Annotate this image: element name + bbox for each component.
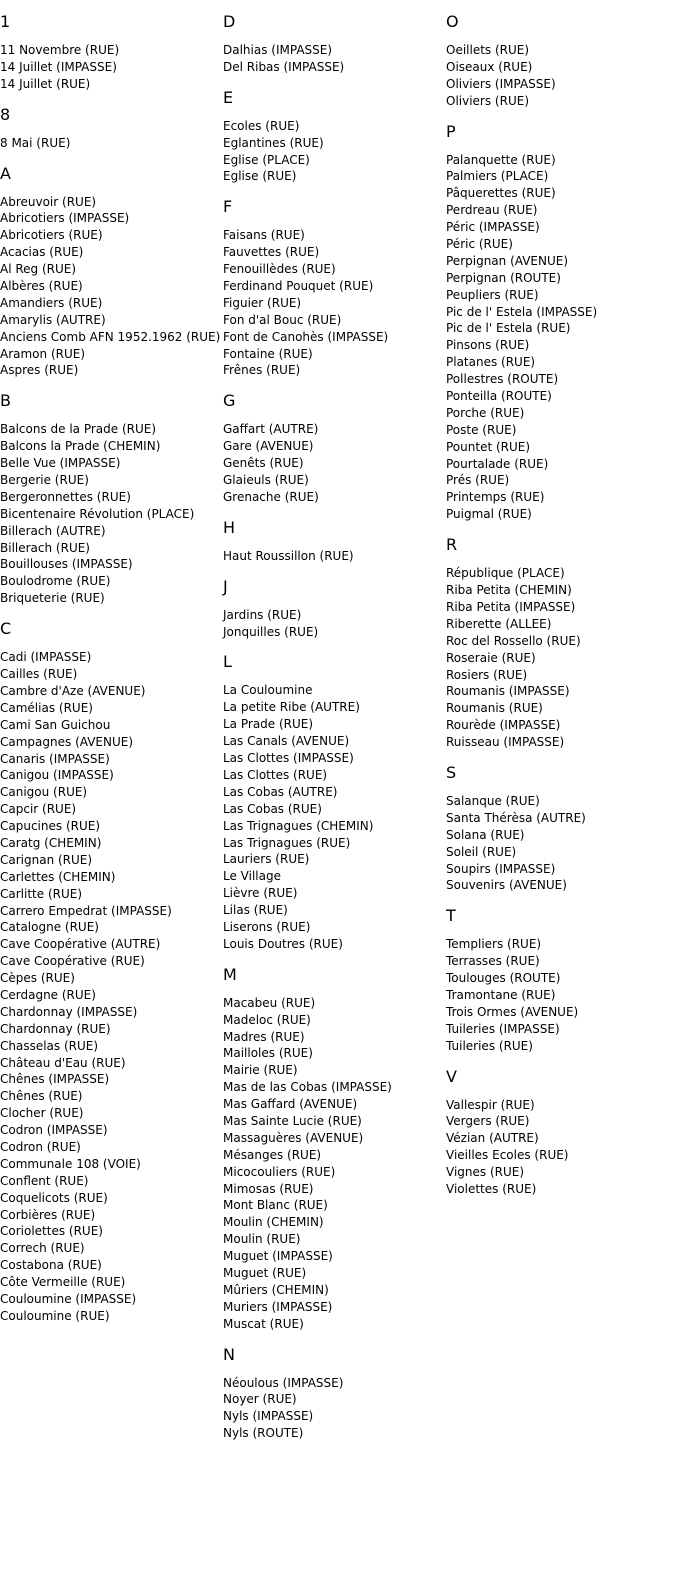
street-item: Ecoles (RUE) — [223, 118, 300, 133]
street-item: Pic de l' Estela (RUE) — [446, 321, 571, 336]
street-item: Abricotiers (IMPASSE) — [0, 211, 130, 226]
street-item: Château d'Eau (RUE) — [0, 1055, 126, 1070]
street-item: Grenache (RUE) — [223, 489, 319, 504]
street-item: Las Clottes (IMPASSE) — [223, 751, 354, 766]
street-item: Communale 108 (VOIE) — [0, 1156, 141, 1171]
street-item: Cambre d'Aze (AVENUE) — [0, 683, 146, 698]
street-item: Abricotiers (RUE) — [0, 228, 103, 243]
street-item: Prés (RUE) — [446, 473, 510, 488]
street-column-2 — [223, 0, 445, 1454]
street-item: Cave Coopérative (AUTRE) — [0, 937, 161, 952]
street-item: Frênes (RUE) — [223, 363, 301, 378]
street-item: Micocouliers (RUE) — [223, 1164, 336, 1179]
street-item: République (PLACE) — [446, 566, 565, 581]
street-item: Madres (RUE) — [223, 1029, 305, 1044]
street-item: Chasselas (RUE) — [0, 1038, 99, 1053]
street-item: Las Clottes (RUE) — [223, 767, 328, 782]
street-item: Acacias (RUE) — [0, 245, 84, 260]
section-heading: V — [446, 1066, 457, 1086]
street-item: Roumanis (RUE) — [446, 701, 543, 716]
street-item: Bergeronnettes (RUE) — [0, 489, 131, 504]
section-heading: H — [223, 517, 236, 537]
street-item: Perpignan (ROUTE) — [446, 270, 561, 285]
street-item: Billerach (AUTRE) — [0, 523, 106, 538]
street-item: Tuileries (RUE) — [446, 1038, 533, 1053]
street-item: 8 Mai (RUE) — [0, 135, 71, 150]
street-item: Soupirs (IMPASSE) — [446, 861, 556, 876]
street-item: Del Ribas (IMPASSE) — [223, 59, 345, 74]
street-item: Moulin (RUE) — [223, 1232, 301, 1247]
section-heading: T — [446, 906, 456, 926]
street-list — [223, 995, 445, 1333]
street-item: Anciens Comb AFN 1952.1962 (RUE) — [0, 329, 221, 344]
street-item: Mailloles (RUE) — [223, 1046, 313, 1061]
street-item: Bouillouses (IMPASSE) — [0, 557, 133, 572]
street-item: Capcir (RUE) — [0, 802, 77, 817]
street-item: Abreuvoir (RUE) — [0, 194, 97, 209]
street-item: Printemps (RUE) — [446, 490, 545, 505]
letter-group — [446, 122, 675, 524]
street-item: La Couloumine — [223, 683, 313, 698]
street-item: Al Reg (RUE) — [0, 262, 77, 277]
street-list — [446, 152, 675, 524]
street-item: Platanes (RUE) — [446, 355, 536, 370]
street-item: Mésanges (RUE) — [223, 1147, 322, 1162]
street-item: Vieilles Ecoles (RUE) — [446, 1148, 569, 1163]
street-item: Oliviers (IMPASSE) — [446, 76, 556, 91]
street-item: Le Village — [223, 869, 281, 884]
street-item: Louis Doutres (RUE) — [223, 936, 343, 951]
street-item: Gare (AVENUE) — [223, 439, 314, 454]
street-list — [223, 607, 445, 641]
street-item: Catalogne (RUE) — [0, 920, 99, 935]
street-item: Caratg (CHEMIN) — [0, 835, 102, 850]
street-list — [446, 1097, 675, 1198]
street-item: Billerach (RUE) — [0, 540, 90, 555]
street-item: Faisans (RUE) — [223, 228, 305, 243]
street-item: Bicentenaire Révolution (PLACE) — [0, 506, 195, 521]
street-item: Madeloc (RUE) — [223, 1012, 311, 1027]
section-heading: D — [223, 12, 236, 31]
street-item: Mas Gaffard (AVENUE) — [223, 1097, 358, 1112]
street-list — [223, 42, 445, 76]
street-item: Puigmal (RUE) — [446, 507, 532, 522]
street-item: Fauvettes (RUE) — [223, 245, 320, 260]
street-item: Templiers (RUE) — [446, 937, 542, 952]
street-item: Côte Vermeille (RUE) — [0, 1275, 126, 1290]
street-item: Tramontane (RUE) — [446, 987, 556, 1002]
street-item: Cerdagne (RUE) — [0, 987, 96, 1002]
street-item: Pâquerettes (RUE) — [446, 186, 556, 201]
street-item: Canigou (RUE) — [0, 785, 88, 800]
street-item: Oeillets (RUE) — [446, 43, 530, 57]
street-item: Rourède (IMPASSE) — [446, 718, 561, 733]
street-item: Dalhias (IMPASSE) — [223, 43, 333, 57]
letter-group — [0, 164, 222, 380]
street-item: Toulouges (ROUTE) — [446, 971, 561, 986]
street-item: Lièvre (RUE) — [223, 886, 298, 901]
street-item: Mont Blanc (RUE) — [223, 1198, 328, 1213]
street-list — [0, 42, 222, 93]
street-item: Balcons la Prade (CHEMIN) — [0, 439, 161, 454]
street-item: Bergerie (RUE) — [0, 473, 89, 488]
street-item: Soleil (RUE) — [446, 844, 517, 859]
section-heading: C — [0, 619, 12, 639]
street-item: Las Cobas (AUTRE) — [223, 784, 338, 799]
street-item: Perdreau (RUE) — [446, 203, 538, 218]
letter-group — [223, 197, 445, 379]
street-item: Chardonnay (IMPASSE) — [0, 1004, 138, 1019]
street-item: Terrasses (RUE) — [446, 954, 540, 969]
street-list — [223, 682, 445, 952]
street-item: Pountet (RUE) — [446, 439, 531, 454]
section-heading: A — [0, 163, 11, 183]
street-item: Eglise (PLACE) — [223, 152, 310, 167]
street-item: Roumanis (IMPASSE) — [446, 684, 570, 699]
street-item: Liserons (RUE) — [223, 919, 311, 934]
street-item: Muguet (RUE) — [223, 1265, 307, 1280]
street-item: Corbières (RUE) — [0, 1207, 96, 1222]
street-item: Riba Petita (CHEMIN) — [446, 583, 572, 598]
street-item: Haut Roussillon (RUE) — [223, 548, 354, 563]
street-item: Genêts (RUE) — [223, 456, 304, 471]
street-item: Mas Sainte Lucie (RUE) — [223, 1113, 362, 1128]
letter-group — [223, 391, 445, 505]
section-heading: S — [446, 762, 457, 782]
street-item: Poste (RUE) — [446, 422, 517, 437]
street-item: Clocher (RUE) — [0, 1106, 84, 1121]
street-item: Camélias (RUE) — [0, 700, 93, 715]
street-item: Tuileries (IMPASSE) — [446, 1021, 560, 1036]
street-item: Las Canals (AVENUE) — [223, 734, 350, 749]
street-item: Palmiers (PLACE) — [446, 169, 549, 184]
street-item: Fenouillèdes (RUE) — [223, 262, 336, 277]
section-heading: B — [0, 391, 11, 411]
street-list — [0, 649, 222, 1325]
street-item: Trois Ormes (AVENUE) — [446, 1004, 579, 1019]
street-item: Néoulous (IMPASSE) — [223, 1375, 344, 1390]
street-item: Massaguères (AVENUE) — [223, 1130, 364, 1145]
street-item: Cave Coopérative (RUE) — [0, 954, 145, 969]
letter-group — [223, 12, 445, 76]
letter-group — [223, 1345, 445, 1443]
street-item: Santa Thérèsa (AUTRE) — [446, 810, 586, 825]
section-heading: G — [223, 391, 236, 411]
section-heading: R — [446, 535, 458, 555]
street-item: Nyls (IMPASSE) — [223, 1409, 314, 1424]
letter-group — [223, 577, 445, 641]
street-item: Cailles (RUE) — [0, 667, 78, 682]
street-item: Las Cobas (RUE) — [223, 801, 322, 816]
street-item: Belle Vue (IMPASSE) — [0, 456, 121, 471]
street-item: Las Trignagues (CHEMIN) — [223, 818, 374, 833]
street-list — [223, 548, 445, 565]
street-item: Conflent (RUE) — [0, 1173, 89, 1188]
street-item: Balcons de la Prade (RUE) — [0, 422, 157, 437]
street-item: Ferdinand Pouquet (RUE) — [223, 279, 374, 294]
street-list — [223, 227, 445, 379]
street-item: Palanquette (RUE) — [446, 152, 556, 167]
street-item: Chardonnay (RUE) — [0, 1021, 111, 1036]
street-item: Fontaine (RUE) — [223, 346, 313, 361]
street-item: Perpignan (AVENUE) — [446, 253, 569, 268]
street-item: Lilas (RUE) — [223, 903, 288, 918]
letter-group — [0, 391, 222, 607]
street-item: Jardins (RUE) — [223, 607, 302, 622]
street-list — [446, 936, 675, 1054]
street-item: Carlitte (RUE) — [0, 886, 83, 901]
street-list — [0, 135, 222, 152]
section-heading: N — [223, 1344, 235, 1364]
street-item: Couloumine (RUE) — [0, 1308, 110, 1323]
street-item: 14 Juillet (RUE) — [0, 76, 91, 91]
street-item: Codron (IMPASSE) — [0, 1123, 108, 1138]
street-item: Salanque (RUE) — [446, 793, 540, 808]
street-item: Amarylis (AUTRE) — [0, 312, 106, 327]
street-item: Carrero Empedrat (IMPASSE) — [0, 903, 172, 918]
street-item: Muriers (IMPASSE) — [223, 1299, 333, 1314]
letter-group — [446, 1067, 675, 1198]
street-list — [223, 1375, 445, 1443]
street-item: Glaieuls (RUE) — [223, 473, 309, 488]
street-item: Peupliers (RUE) — [446, 287, 539, 302]
street-column-1 — [0, 0, 222, 1337]
letter-group — [223, 965, 445, 1333]
letter-group — [223, 518, 445, 565]
letter-group — [446, 906, 675, 1054]
letter-group — [223, 88, 445, 186]
section-heading: E — [223, 87, 234, 107]
street-item: Muscat (RUE) — [223, 1316, 304, 1331]
street-item: Violettes (RUE) — [446, 1181, 537, 1196]
section-heading: P — [446, 121, 456, 141]
street-item: Chênes (IMPASSE) — [0, 1072, 110, 1087]
street-item: Noyer (RUE) — [223, 1392, 297, 1407]
letter-group — [446, 12, 675, 110]
street-item: Macabeu (RUE) — [223, 995, 316, 1010]
street-item: Oiseaux (RUE) — [446, 59, 533, 74]
street-item: 14 Juillet (IMPASSE) — [0, 59, 117, 74]
street-item: Péric (RUE) — [446, 237, 513, 252]
street-item: Eglantines (RUE) — [223, 135, 324, 150]
street-list — [446, 565, 675, 751]
street-item: Briqueterie (RUE) — [0, 591, 105, 606]
street-item: Boulodrome (RUE) — [0, 574, 111, 589]
street-item: Las Trignagues (RUE) — [223, 835, 351, 850]
street-list — [0, 421, 222, 607]
street-item: Cèpes (RUE) — [0, 971, 75, 986]
street-item: Figuier (RUE) — [223, 295, 302, 310]
street-item: Péric (IMPASSE) — [446, 220, 540, 235]
street-item: Mas de las Cobas (IMPASSE) — [223, 1080, 392, 1095]
letter-group — [446, 535, 675, 751]
street-item: Font de Canohès (IMPASSE) — [223, 329, 389, 344]
street-item: Roc del Rossello (RUE) — [446, 633, 581, 648]
street-item: Riberette (ALLEE) — [446, 616, 552, 631]
street-item: Pic de l' Estela (IMPASSE) — [446, 304, 598, 319]
street-item: Souvenirs (AVENUE) — [446, 878, 567, 893]
street-item: Solana (RUE) — [446, 827, 525, 842]
street-item: Oliviers (RUE) — [446, 93, 529, 108]
street-item: Riba Petita (IMPASSE) — [446, 599, 576, 614]
section-heading: L — [223, 652, 232, 672]
street-item: Nyls (ROUTE) — [223, 1426, 304, 1441]
street-list — [446, 793, 675, 894]
street-list — [0, 194, 222, 380]
street-list — [223, 421, 445, 505]
street-item: Chênes (RUE) — [0, 1089, 83, 1104]
street-item: Lauriers (RUE) — [223, 852, 310, 867]
street-item: Canigou (IMPASSE) — [0, 768, 114, 783]
street-item: Ponteilla (ROUTE) — [446, 389, 552, 404]
street-item: Moulin (CHEMIN) — [223, 1215, 324, 1230]
street-item: Codron (RUE) — [0, 1139, 81, 1154]
street-item: Carlettes (CHEMIN) — [0, 869, 116, 884]
street-item: 11 Novembre (RUE) — [0, 43, 120, 57]
street-item: Amandiers (RUE) — [0, 295, 103, 310]
street-item: Cadi (IMPASSE) — [0, 650, 92, 665]
section-heading: 8 — [0, 104, 11, 124]
street-item: Rosiers (RUE) — [446, 667, 528, 682]
street-list — [223, 118, 445, 186]
street-item: Pinsons (RUE) — [446, 338, 530, 353]
street-item: Aspres (RUE) — [0, 363, 79, 378]
street-item: Eglise (RUE) — [223, 169, 297, 184]
street-item: Coquelicots (RUE) — [0, 1190, 108, 1205]
street-item: Vignes (RUE) — [446, 1165, 525, 1180]
letter-group — [0, 105, 222, 152]
street-item: Canaris (IMPASSE) — [0, 751, 110, 766]
street-item: Porche (RUE) — [446, 405, 525, 420]
section-heading: O — [446, 12, 459, 31]
street-item: Pourtalade (RUE) — [446, 456, 549, 471]
street-item: Coriolettes (RUE) — [0, 1224, 103, 1239]
street-item: La Prade (RUE) — [223, 717, 314, 732]
street-item: Cami San Guichou — [0, 717, 111, 732]
street-item: Aramon (RUE) — [0, 346, 86, 361]
street-item: Muguet (IMPASSE) — [223, 1249, 333, 1264]
street-item: Mûriers (CHEMIN) — [223, 1282, 329, 1297]
street-item: Jonquilles (RUE) — [223, 624, 319, 639]
street-item: Gaffart (AUTRE) — [223, 422, 319, 437]
section-heading: J — [223, 576, 228, 596]
street-item: Vézian (AUTRE) — [446, 1131, 539, 1146]
street-item: Albères (RUE) — [0, 279, 83, 294]
letter-group — [223, 652, 445, 952]
section-heading: F — [223, 197, 233, 217]
section-heading: 1 — [0, 12, 11, 31]
street-item: Fon d'al Bouc (RUE) — [223, 312, 342, 327]
street-item: Carignan (RUE) — [0, 852, 93, 867]
street-item: Couloumine (IMPASSE) — [0, 1292, 137, 1306]
street-item: Correch (RUE) — [0, 1241, 85, 1256]
section-heading: M — [223, 964, 237, 984]
street-item: La petite Ribe (AUTRE) — [223, 700, 360, 715]
street-item: Costabona (RUE) — [0, 1258, 102, 1273]
street-item: Ruisseau (IMPASSE) — [446, 735, 565, 750]
street-item: Vallespir (RUE) — [446, 1097, 535, 1112]
street-item: Mairie (RUE) — [223, 1063, 298, 1078]
letter-group — [446, 763, 675, 894]
street-list — [446, 42, 675, 110]
letter-group — [0, 12, 222, 93]
street-column-3 — [446, 0, 675, 1210]
street-item: Pollestres (ROUTE) — [446, 372, 559, 387]
street-item: Campagnes (AVENUE) — [0, 734, 134, 749]
letter-group — [0, 619, 222, 1325]
street-item: Vergers (RUE) — [446, 1114, 530, 1129]
street-item: Capucines (RUE) — [0, 819, 101, 834]
street-item: Roseraie (RUE) — [446, 650, 536, 665]
street-item: Mimosas (RUE) — [223, 1181, 314, 1196]
